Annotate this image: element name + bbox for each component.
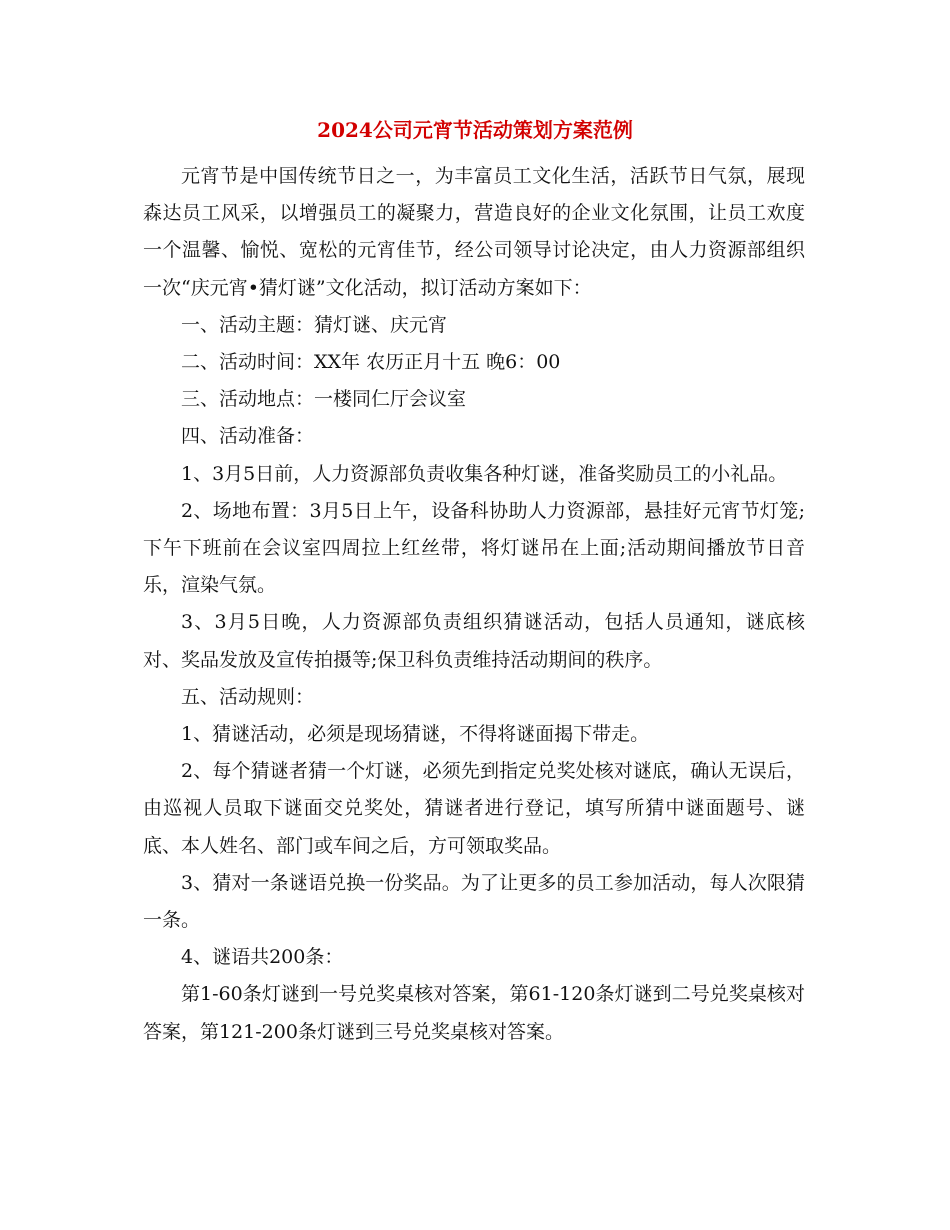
paragraph-intro: 元宵节是中国传统节日之一，为丰富员工文化生活，活跃节日气氛，展现森达员工风采，以增强员工的凝聚力，营造良好的企业文化氛围，让员工欢度一个温馨、愉悦、宽松的元宵佳节，经公司领导讨论决定，由人力资源部组织一次“庆元宵•猜灯谜”文化活动，拟订活动方案如下： [143, 165, 805, 299]
paragraph-time: 二、活动时间：XX年 农历正月十五 晚6：00 [181, 351, 561, 374]
paragraph-theme: 一、活动主题：猜灯谜、庆元宵 [181, 313, 448, 336]
paragraph-rule-1: 1、猜谜活动，必须是现场猜谜，不得将谜面揭下带走。 [181, 723, 650, 746]
document-title: 2024公司元宵节活动策划方案范例 [317, 118, 633, 142]
paragraph-prep-2: 2、场地布置：3月5日上午，设备科协助人力资源部，悬挂好元宵节灯笼;下午下班前在会议室四周拉上红丝带，将灯谜吊在上面;活动期间播放节日音乐，渲染气氛。 [143, 499, 805, 597]
paragraph-rule-2: 2、每个猜谜者猜一个灯谜，必须先到指定兑奖处核对谜底，确认无误后，由巡视人员取下谜面交兑奖处，猜谜者进行登记，填写所猜中谜面题号、谜底、本人姓名、部门或车间之后，方可领取奖品。 [143, 760, 805, 857]
paragraph-rule-4-detail: 第1-60条灯谜到一号兑奖桌核对答案，第61-120条灯谜到二号兑奖桌核对答案，第121-200条灯谜到三号兑奖桌核对答案。 [143, 983, 805, 1043]
paragraph-rule-3: 3、猜对一条谜语兑换一份奖品。为了让更多的员工参加活动，每人次限猜一条。 [143, 871, 805, 932]
paragraph-prep-heading: 四、活动准备： [181, 425, 315, 448]
paragraph-location: 三、活动地点：一楼同仁厅会议室 [181, 388, 467, 411]
paragraph-prep-3: 3、3月5日晚，人力资源部负责组织猜谜活动，包括人员通知，谜底核对、奖品发放及宣传拍摄等;保卫科负责维持活动期间的秩序。 [143, 611, 805, 671]
paragraph-rules-heading: 五、活动规则： [181, 685, 315, 708]
paragraph-prep-1: 1、3月5日前，人力资源部负责收集各种灯谜，准备奖励员工的小礼品。 [181, 462, 788, 485]
paragraph-rule-4: 4、谜语共200条： [181, 946, 344, 969]
document-body [143, 158, 805, 1051]
